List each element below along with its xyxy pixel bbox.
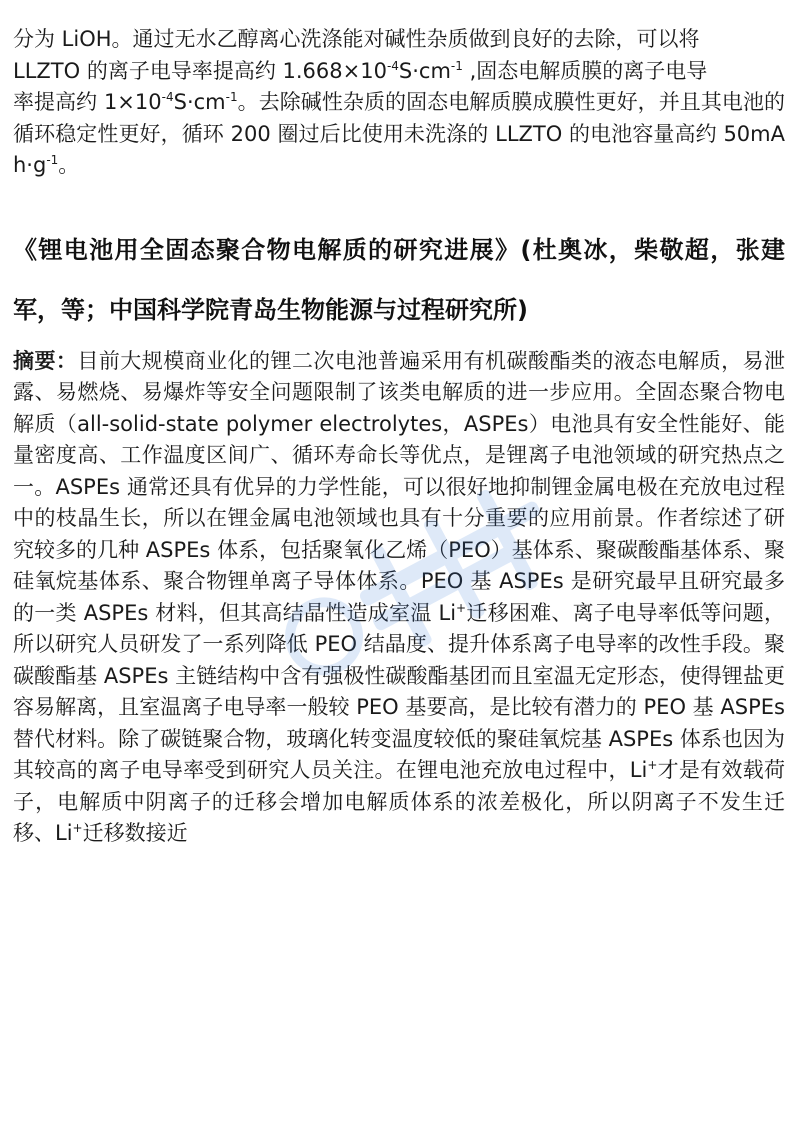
intro-paragraph [13, 24, 785, 182]
article-heading: 《锂电池用全固态聚合物电解质的研究进展》(杜奥冰，柴敬超，张建军，等；中国科学院青岛生物能源与过程研究所) [13, 235, 785, 324]
intro-unit: S·cm [173, 90, 226, 114]
exponent: -1 [46, 153, 59, 167]
intro-text-end: 。 [58, 153, 80, 177]
intro-text-2c: ,固态电解质膜的离子电导 [462, 58, 708, 83]
superscript-plus: + [456, 600, 467, 615]
abstract-text-2: 迁移困难、离子电导率低等问题，所以研究人员研发了一系列降低 PEO 结晶度、提升体系离子电导率的改性手段。聚碳酸酯基 ASPEs 主链结构中含有强极性碳酸酯基团而且室温无定形态，使得锂盐更容易解离，且室温离子电导率一般较 PEO 基要高，是比较有潜力的 PEO 基 ASPEs 替代材料。除了碳链聚合物，玻璃化转变温度较低的聚硅氧烷基 ASPEs 体系也因为其较高的离子电导率受到研究人员关注。在锂电池充放电过程中，Li [13, 600, 785, 782]
abstract-label: 摘要： [13, 348, 78, 373]
abstract-text-3: 才是有效载荷子，电解质中阴离子的迁移会增加电解质体系的浓差极化，所以阴离子不发生迁移、Li [13, 758, 785, 845]
intro-unit: S·cm [398, 58, 451, 83]
abstract-text-4: 迁移数接近 [82, 821, 188, 845]
superscript-plus: + [647, 758, 658, 772]
document-page [13, 24, 785, 850]
intro-text-1: 分为 LiOH。通过无水乙醇离心洗涤能对碱性杂质做到良好的去除，可以将 [13, 27, 700, 51]
intro-text-3a: 率提高约 1×10 [13, 90, 162, 114]
exponent: -1 [225, 90, 238, 104]
intro-text-3c: 。去除碱性杂质的固态电解质膜成膜性更好，并且其电池的循环稳定性更好，循环 200 圈过后比使用未洗涤的 LLZTO 的电池容量高约 50mAh·g [13, 90, 786, 177]
superscript-plus: + [72, 821, 83, 835]
abstract-text-1: 目前大规模商业化的锂二次电池普遍采用有机碳酸酯类的液态电解质，易泄露、易燃烧、易爆炸等安全问题限制了该类电解质的进一步应用。全固态聚合物电解质（all-solid-state polymer electrolytes，ASPEs）电池具有安全性能好、能量密度高、工作温度区间广、循环寿命长等优点，是锂离子电池领域的研究热点之一。ASPEs 通常还具有优异的力学性能，可以很好地抑制锂金属电极在充放电过程中的枝晶生长，所以在锂金属电池领域也具有十分重要的应用前景。作者综述了研究较多的几种 ASPEs 体系，包括聚氧化乙烯（PEO）基体系、聚碳酸酯基体系、聚硅氧烷基体系、聚合物锂单离子导体体系。PEO 基 ASPEs 是研究最早且研究最多的一类 ASPEs 材料，但其高结晶性造成室温 Li [13, 348, 786, 625]
exponent: -4 [161, 90, 174, 104]
exponent: -1 [450, 58, 463, 73]
abstract-paragraph [13, 346, 785, 850]
exponent: -4 [386, 58, 399, 73]
intro-text-2a: LLZTO 的离子电导率提高约 1.668×10 [13, 58, 387, 83]
